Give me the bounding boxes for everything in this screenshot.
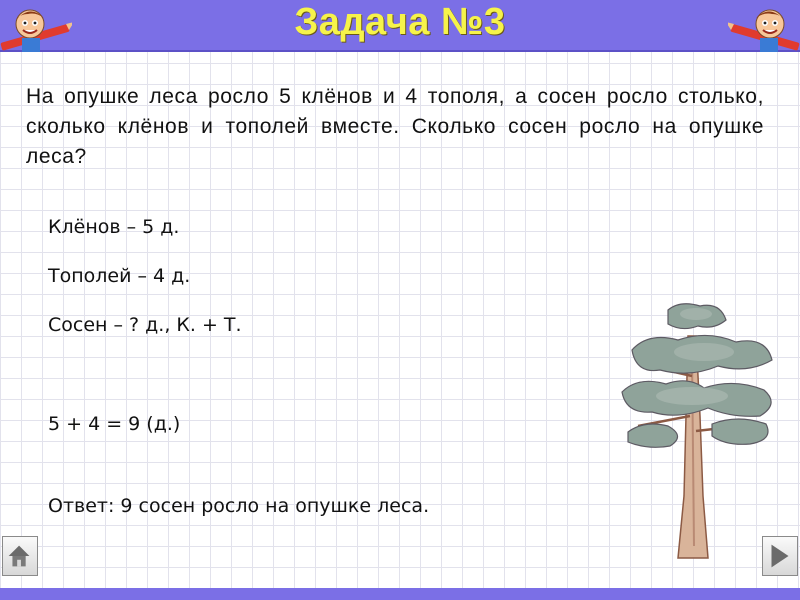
page-title: Задача №3 xyxy=(294,1,506,43)
home-button[interactable] xyxy=(2,536,38,576)
answer-text: Ответ: 9 сосен росло на опушке леса. xyxy=(48,495,430,517)
condition-poplars: Тополей – 4 д. xyxy=(48,265,191,287)
condition-pines: Сосен – ? д., К. + Т. xyxy=(48,314,242,336)
solution-expression: 5 + 4 = 9 (д.) xyxy=(48,413,181,435)
condition-maples: Клёнов – 5 д. xyxy=(48,216,180,238)
next-arrow-icon xyxy=(763,537,797,575)
home-icon xyxy=(3,537,37,575)
pencil-boy-icon xyxy=(728,2,800,52)
problem-text: На опушке леса росло 5 клёнов и 4 тополя, а сосен росло столько, сколько клёнов и тополей вместе. Сколько сосен росло на опушке леса? xyxy=(26,85,764,168)
footer-bar xyxy=(0,588,800,600)
header-bar xyxy=(0,0,800,52)
pine-tree-icon xyxy=(608,296,786,566)
next-slide-button[interactable] xyxy=(762,536,798,576)
